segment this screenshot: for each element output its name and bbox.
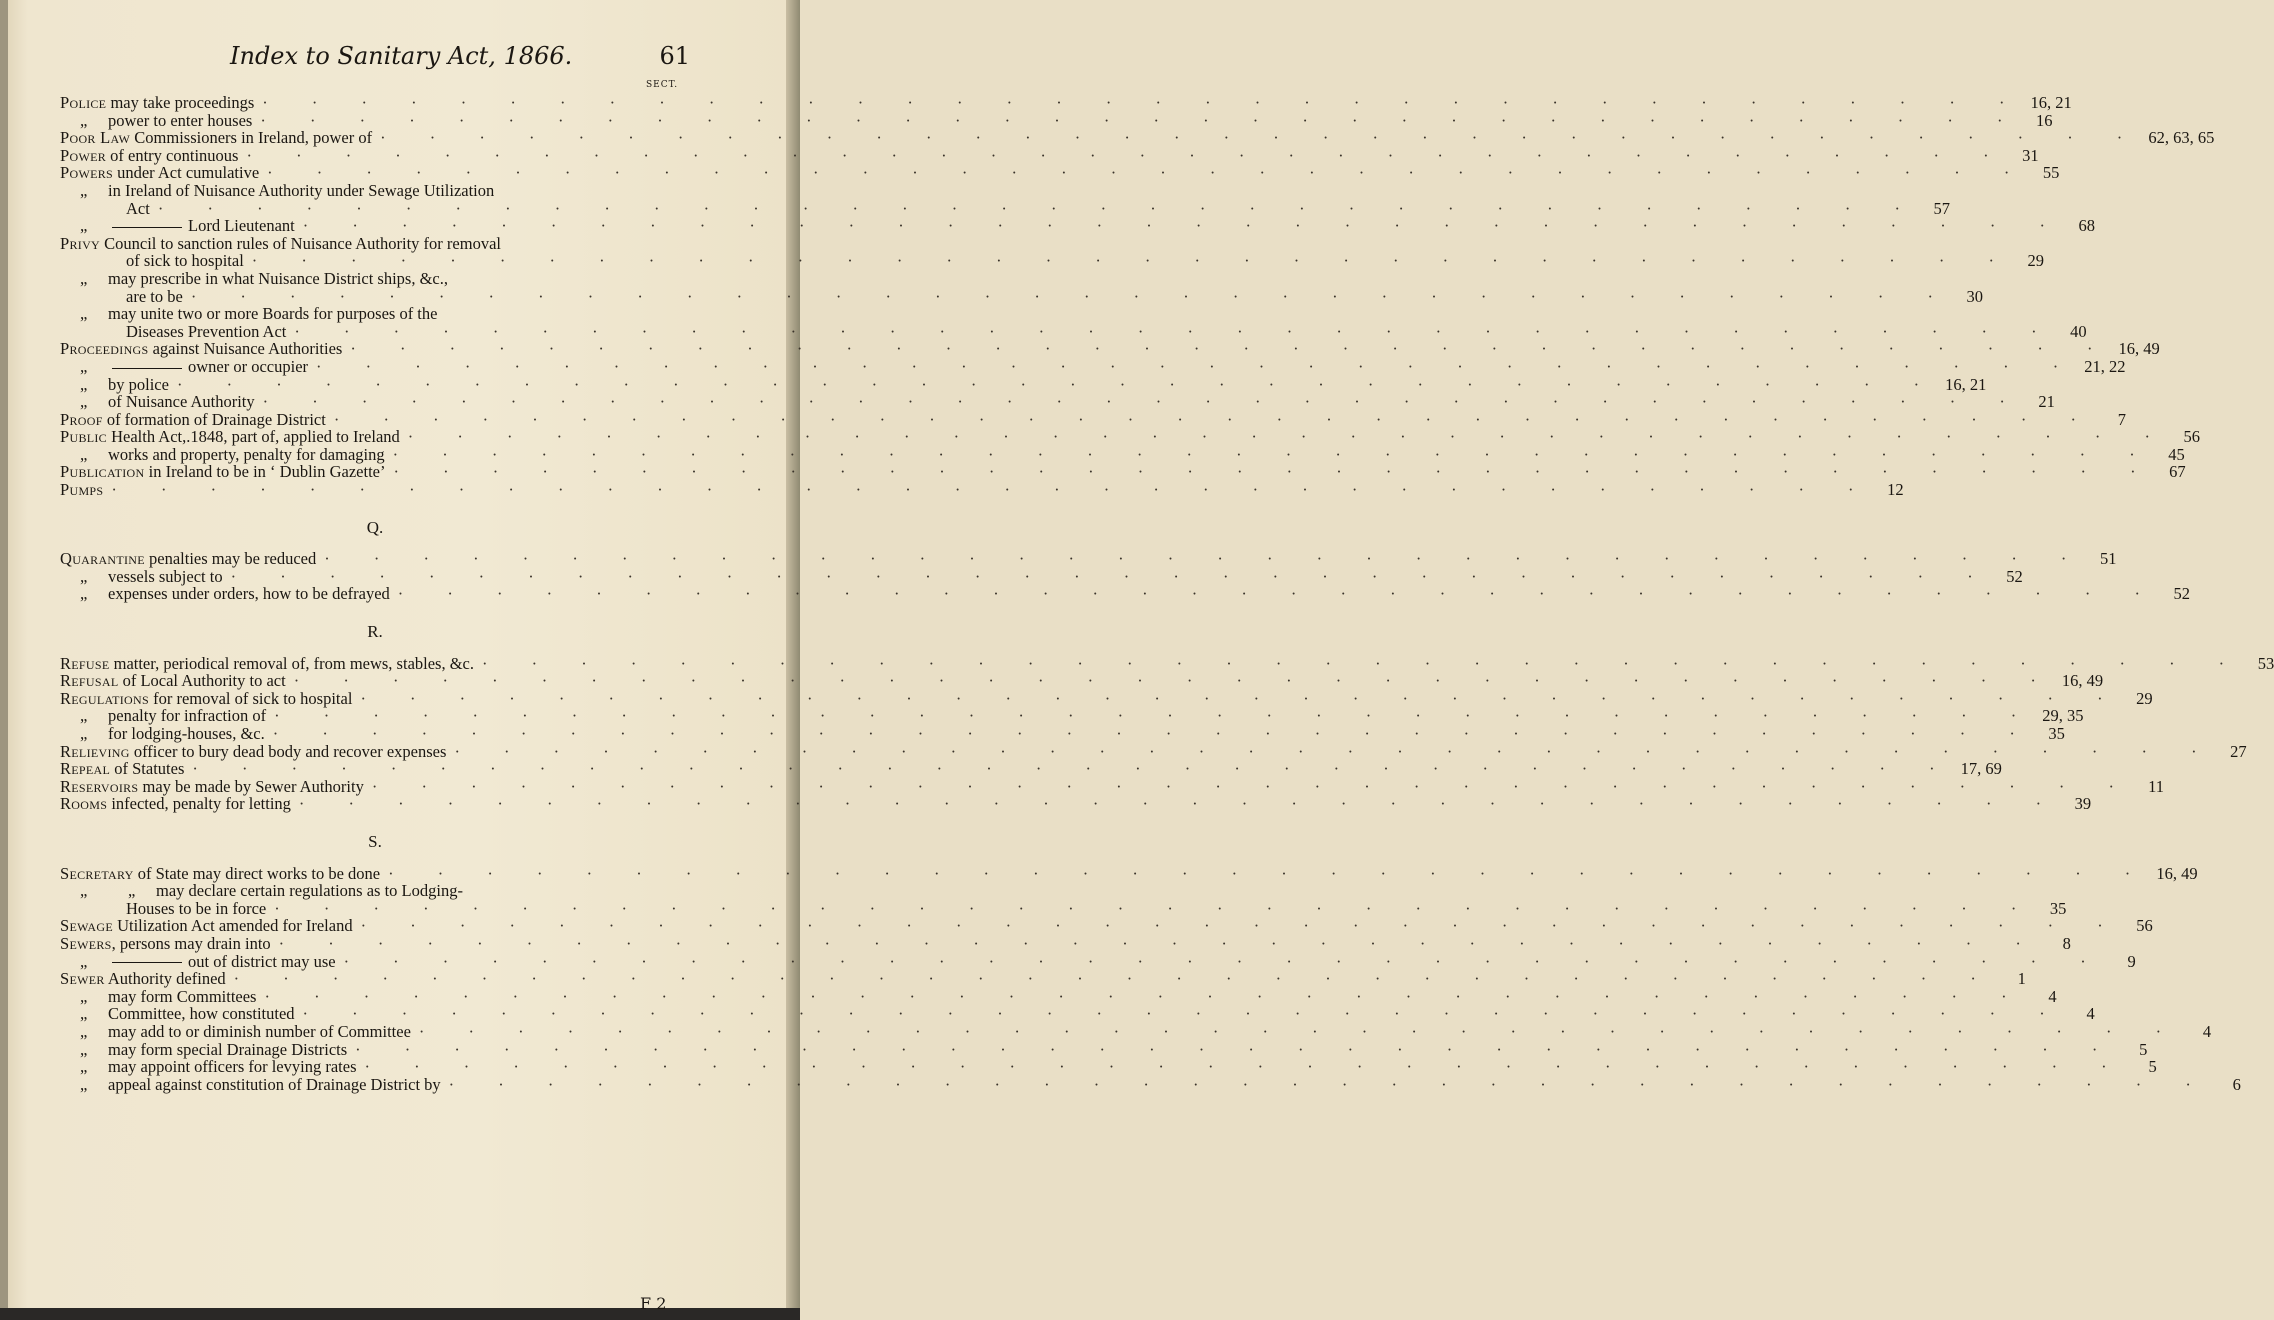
entry-text	[60, 94, 254, 112]
section-reference: 16, 49	[2156, 863, 2198, 883]
entry-headword: Police	[60, 93, 107, 112]
section-reference: 52	[2173, 584, 2190, 604]
entry-text	[60, 988, 256, 1006]
index-entry	[60, 741, 2247, 761]
section-reference: 21, 22	[2084, 356, 2126, 376]
section-reference: 16, 21	[1945, 374, 1987, 394]
entry-text	[60, 164, 259, 182]
section-reference: 4	[2202, 1021, 2212, 1041]
entry-headword: Regulations	[60, 688, 149, 708]
entry-headword: Power	[60, 145, 107, 165]
section-reference: 21	[2038, 392, 2055, 412]
index-entry	[60, 776, 2165, 796]
entry-description: may unite two or more Boards for purposes of the	[108, 304, 438, 324]
entry-text	[60, 672, 286, 690]
leader-dots: · · · · · · · · · · · · · · · · · · · · · · · · · · · · · · · · · · · ·	[393, 462, 2156, 482]
index-entry	[60, 444, 2185, 464]
ditto-mark: „	[80, 706, 88, 726]
entry-text	[60, 112, 252, 130]
entry-text	[60, 376, 169, 394]
entry-headword: Pumps	[60, 480, 104, 500]
entry-description: against Nuisance Authorities	[148, 339, 343, 359]
leader-dots: · · · · · · · · · · · · · · · · · · · · · · · · · · · · · · · · · · · ·	[407, 427, 2170, 447]
entry-description: infected, penalty for letting	[107, 794, 291, 814]
ditto-mark: „	[80, 566, 88, 586]
ditto-mark: „	[80, 356, 88, 376]
section-reference: 29, 35	[2042, 706, 2084, 726]
ditto-mark: „	[80, 392, 88, 412]
entry-description: may declare certain regulations as to Lodging-	[156, 881, 463, 901]
ditto-mark: „	[80, 584, 88, 604]
leader-dots: · · · · · · · · · · · · · · · · · · · · · · · · · · · · · · · · · · · ·	[324, 549, 2087, 569]
entry-description: power to enter houses	[108, 110, 253, 130]
index-entry	[60, 951, 2136, 971]
index-entry	[60, 480, 1904, 500]
index-entry	[60, 986, 2057, 1006]
index-entry	[60, 898, 2067, 918]
index-entry	[60, 794, 2092, 814]
ditto-mark: „	[80, 304, 88, 324]
entry-description: of Local Authority to act	[118, 671, 286, 691]
entry-continuation: are to be	[126, 286, 183, 306]
entry-description: owner or occupier	[188, 356, 309, 376]
entry-text	[60, 481, 103, 499]
leader-dots: · · · · · · · · · · · · · · · · · · · · · · · · · · · · · · · · · · · ·	[274, 898, 2037, 918]
entry-headword: Sewer	[60, 969, 105, 989]
section-reference: 17, 69	[1960, 759, 2002, 779]
section-reference: 45	[2168, 444, 2185, 464]
leader-dots: · · · · · · · · · · · · · · · · · · · · · · · · · · · · · · · · · · · ·	[251, 251, 2014, 271]
entry-description: by police	[108, 374, 169, 394]
entry-description: under Act cumulative	[112, 163, 260, 183]
section-reference: 40	[2070, 321, 2087, 341]
section-reference: 56	[2183, 427, 2200, 447]
ditto-mark: „	[80, 986, 88, 1006]
leader-dots: · · · · · · · · · · · · · · · · · · · · · · · · · · · · · · · · · · · ·	[264, 986, 2027, 1006]
section-reference: 57	[1933, 198, 1951, 218]
entry-description: of entry continuous	[106, 145, 239, 165]
entry-text	[60, 655, 474, 673]
entry-text	[60, 428, 400, 446]
leader-dots: · · · · · · · · · · · · · · · · · · · · · · · · · · · · · · · · · · · ·	[355, 1039, 2118, 1059]
entry-text	[60, 917, 353, 935]
index-entry	[60, 128, 2215, 148]
entry-text	[60, 970, 226, 988]
leader-dots: · · · · · · · · · · · · · · · · · · · · · · · · · · · · · · · · · · · ·	[343, 951, 2106, 971]
leader-dots: · · · · · · · · · · · · · · · · · · · · · · · · · · · · · · · · · · · ·	[371, 776, 2135, 796]
entry-continuation: Houses to be in force	[126, 898, 267, 918]
index-entry	[60, 110, 2053, 130]
entry-text	[60, 707, 266, 725]
leader-dots: · · · · · · · · · · · · · · · · · · · · · · · · · · · · · · · · · · · ·	[272, 724, 2035, 743]
entry-continuation: Diseases Prevention Act	[126, 321, 287, 341]
entry-description: in Ireland of Nuisance Authority under Sewage Utilization	[108, 180, 495, 200]
leader-dots: · · · · · · · · · · · · · · · · · · · · · · · · · · · · · · · · · · · ·	[360, 688, 2123, 708]
entry-headword: Repeal	[60, 759, 111, 779]
ditto-mark: „	[80, 1021, 88, 1041]
section-reference: 12	[1887, 480, 1904, 500]
index-entry	[60, 863, 2198, 883]
entry-headword: Refuse	[60, 653, 110, 673]
entry-headword: Poor Law	[60, 128, 131, 148]
entry-text	[60, 270, 448, 288]
section-reference: 67	[2169, 462, 2186, 482]
index-entry	[60, 1004, 2095, 1024]
leader-dots: · · · · · · · · · · · · · · · · · · · · · · · · · · · · · · · · · · · ·	[454, 741, 2217, 761]
entry-description: appeal against constitution of Drainage District by	[108, 1074, 441, 1094]
entry-headword: Sewage	[60, 916, 113, 936]
index-entry	[60, 549, 2117, 569]
ditto-mark: „	[80, 724, 88, 743]
leader-dots: · · · · · · · · · · · · · · · · · · · · · · · · · · · · · · · · · · · ·	[111, 480, 1874, 500]
entry-text	[60, 865, 380, 883]
entry-text	[60, 182, 494, 200]
leader-dots: · · · · · · · · · · · · · · · · · · · · · · · · · · · · · · · · · · · ·	[302, 1004, 2065, 1024]
section-reference: 7	[2117, 409, 2127, 429]
index-entry	[60, 462, 2186, 482]
entry-headword: Public	[60, 427, 107, 447]
entry-text	[60, 760, 184, 778]
section-reference: 16, 49	[2061, 671, 2104, 691]
section-reference: 4	[2086, 1004, 2095, 1024]
entry-description: Council to sanction rules of Nuisance Authority for removal	[100, 233, 501, 253]
ditto-mark: „	[80, 951, 88, 971]
index-entry	[60, 321, 2087, 341]
index-entry	[60, 724, 2065, 743]
leader-dots: · · · · · · · · · · · · · · · · · · · · · · · · · · · · · · · · · · · ·	[364, 1057, 2127, 1077]
repeat-dash	[112, 962, 182, 963]
entry-headword: Rooms	[60, 794, 108, 814]
entry-text	[60, 935, 271, 953]
index-entry	[60, 653, 2274, 673]
leader-dots: · · · · · · · · · · · · · · · · · · · · · · · · · · · · · · · · · · · ·	[192, 759, 1955, 779]
leader-dots: · · · · · · · · · · · · · · · · · · · · · · · · · · · · · · · · · · · ·	[392, 444, 2155, 464]
entry-description: of Statutes	[110, 759, 185, 779]
index-entry	[60, 163, 2060, 183]
entry-text	[60, 1058, 357, 1076]
section-reference: 55	[2042, 163, 2060, 183]
entry-text	[60, 463, 385, 481]
section-reference: 8	[2062, 933, 2071, 953]
entry-description: may be made by Sewer Authority	[138, 776, 364, 796]
leader-dots: · · · · · · · · · · · · · · · · · · · · · · · · · · · · · · · · · · · ·	[262, 392, 2025, 412]
entry-headword: Reservoirs	[60, 776, 139, 796]
page-left-edge	[0, 0, 8, 1320]
leader-dots: · · · · · · · · · · · · · · · · · · · · · · · · · · · · · · · · · · · ·	[278, 933, 2041, 953]
entry-text	[60, 235, 501, 253]
section-s	[60, 863, 2241, 1094]
entry-text	[60, 690, 352, 708]
entry-text	[60, 568, 223, 586]
index-entry	[60, 409, 2127, 429]
ditto-mark: „	[80, 1039, 88, 1059]
section-p	[60, 93, 2215, 500]
entry-text	[60, 446, 385, 464]
repeat-dash	[112, 368, 182, 369]
entry-text	[60, 340, 342, 358]
entry-description: penalties may be reduced	[144, 549, 317, 569]
section-reference: 9	[2127, 951, 2136, 971]
entry-description: of State may direct works to be done	[133, 863, 381, 883]
entry-description: of formation of Drainage District	[102, 409, 326, 429]
leader-dots: · · · · · · · · · · · · · · · · · · · · · · · · · · · · · · · · · · · ·	[267, 163, 2030, 183]
entry-description: may take proceedings	[106, 93, 255, 112]
leader-dots: · · · · · · · · · · · · · · · · · · · · · · · · · · · · · · · · · · · ·	[233, 969, 1996, 989]
section-reference: 39	[2074, 794, 2092, 814]
index-entry	[60, 339, 2160, 359]
entry-description: for lodging-houses, &c.	[108, 724, 265, 743]
index-entry	[60, 198, 1951, 218]
leader-dots: · · · · · · · · · · · · · · · · · · · · · · · · · · · · · · · · · · · ·	[350, 339, 2113, 359]
entry-description: , persons may drain into	[111, 933, 271, 953]
index-entry	[60, 251, 2044, 271]
entry-description: Utilization Act amended for Ireland	[112, 916, 353, 936]
index-entry	[60, 1074, 2241, 1094]
entry-description: Committee, how constituted	[108, 1004, 295, 1024]
section-reference: 29	[2027, 251, 2044, 271]
entry-text	[60, 550, 316, 568]
entry-description: Lord Lieutenant	[188, 216, 295, 236]
entry-description: may form Committees	[108, 986, 257, 1006]
entry-headword: Privy	[60, 233, 101, 253]
index-entry	[60, 182, 690, 200]
index-entry	[60, 671, 2104, 691]
section-reference: 1	[2017, 969, 2026, 989]
letter-heading-r: R.	[367, 622, 383, 642]
ditto-mark: „	[80, 180, 88, 200]
entry-description: vessels subject to	[108, 566, 223, 586]
leader-dots: · · · · · · · · · · · · · · · · · · · · · · · · · · · · · · · · · · · ·	[380, 128, 2143, 148]
index-entry	[60, 286, 1983, 306]
section-reference: 62, 63, 65	[2148, 128, 2215, 148]
entry-description: of Nuisance Authority	[108, 392, 255, 412]
leader-dots: · · · · · · · · · · · · · · · · · · · · · · · · · · · · · · · · · · · ·	[294, 321, 2057, 341]
index-entry	[60, 1039, 2148, 1059]
ditto-mark: „	[80, 216, 88, 236]
entry-headword: Powers	[60, 163, 113, 183]
entry-headword: Quarantine	[60, 549, 145, 569]
section-reference: 35	[2048, 724, 2065, 743]
entry-text	[60, 358, 308, 376]
index-entry	[60, 969, 2026, 989]
entry-text	[60, 147, 238, 165]
index-entry	[60, 145, 2039, 165]
index-entry	[60, 216, 2095, 236]
index-entry	[60, 584, 2190, 604]
section-q	[60, 549, 2190, 604]
index-entry	[60, 916, 2153, 936]
leader-dots: · · · · · · · · · · · · · · · · · · · · · · · · · · · · · · · · · · · ·	[274, 706, 2037, 726]
entry-text	[60, 1076, 441, 1094]
section-reference: 16	[2036, 110, 2053, 130]
index-entry	[60, 933, 2071, 953]
index-entry	[60, 759, 2002, 779]
entry-text	[60, 393, 255, 411]
entry-headword: Secretary	[60, 863, 134, 883]
section-column-label: SECT.	[646, 80, 679, 90]
entry-text	[60, 1005, 295, 1023]
leader-dots: · · · · · · · · · · · · · · · · · · · · · · · · · · · · · · · · · · · ·	[176, 374, 1940, 394]
leader-dots: · · · · · · · · · · · · · · · · · · · · · · · · · · · · · · · · · · · ·	[302, 216, 2065, 236]
index-entry	[60, 688, 2153, 708]
index-entry	[60, 356, 2126, 376]
index-entry	[60, 392, 2055, 412]
index-entry	[60, 374, 1987, 394]
index-entry	[60, 427, 2200, 447]
section-reference: 16, 21	[2030, 93, 2072, 112]
entry-text	[60, 585, 390, 603]
leader-dots: · · · · · · · · · · · · · · · · · · · · · · · · · · · · · · · · · · · ·	[316, 356, 2079, 376]
repeat-dash	[112, 227, 182, 228]
entry-text	[60, 411, 326, 429]
page-number: 61	[659, 42, 690, 70]
entry-text	[60, 217, 295, 235]
ditto-mark: „	[128, 881, 136, 901]
ditto-mark: „	[80, 1004, 88, 1024]
section-r	[60, 653, 2274, 814]
entry-description: works and property, penalty for damaging	[108, 444, 385, 464]
entry-text	[60, 1023, 411, 1041]
index-entry	[60, 706, 2084, 726]
section-reference: 27	[2230, 741, 2247, 761]
index-entry	[60, 270, 690, 288]
entry-text	[60, 882, 463, 900]
entry-description: may add to or diminish number of Committee	[108, 1021, 411, 1041]
section-reference: 68	[2078, 216, 2095, 236]
entry-description: may prescribe in what Nuisance District ships, &c.,	[108, 268, 448, 288]
section-reference: 51	[2099, 549, 2117, 569]
section-reference: 16, 49	[2118, 339, 2160, 359]
entry-text	[60, 725, 265, 743]
ditto-mark: „	[80, 268, 88, 288]
entry-description: out of district may use	[188, 951, 336, 971]
signature-mark: F 2	[640, 1294, 667, 1313]
leader-dots: · · · · · · · · · · · · · · · · · · · · · · · · · · · · · · · · · · · ·	[388, 863, 2151, 883]
entry-headword: Refusal	[60, 671, 119, 691]
ditto-mark: „	[80, 1057, 88, 1077]
leader-dots: · · · · · · · · · · · · · · · · · · · · · · · · · · · · · · · · · · · ·	[360, 916, 2123, 936]
section-reference: 56	[2136, 916, 2153, 936]
entry-headword: Publication	[60, 462, 145, 482]
section-reference: 53	[2257, 653, 2274, 673]
ditto-mark: „	[80, 1074, 88, 1094]
index-entry	[60, 235, 690, 253]
entry-description: Commissioners in Ireland, power of	[130, 128, 373, 148]
entry-text	[60, 795, 291, 813]
page-title: Index to Sanitary Act, 1866.	[230, 42, 573, 70]
ditto-mark: „	[80, 110, 88, 130]
leader-dots: · · · · · · · · · · · · · · · · · · · · · · · · · · · · · · · · · · · ·	[260, 110, 2023, 130]
ditto-mark: „	[80, 881, 88, 901]
entry-description: Health Act,.1848, part of, applied to Ireland	[106, 427, 400, 447]
entry-description: Authority defined	[104, 969, 226, 989]
leader-dots: · · · · · · · · · · · · · · · · · · · · · · · · · · · · · · · · · · · ·	[397, 584, 2160, 604]
entry-description: penalty for infraction of	[108, 706, 267, 726]
entry-description: officer to bury dead body and recover expenses	[129, 741, 447, 761]
section-reference: 35	[2049, 898, 2067, 918]
entry-continuation: of sick to hospital	[126, 251, 244, 271]
entry-headword: Proof	[60, 409, 103, 429]
section-reference: 52	[2006, 566, 2023, 586]
entry-description: may form special Drainage Districts	[108, 1039, 348, 1059]
entry-headword: Sewers	[60, 933, 112, 953]
index-entry	[60, 1021, 2212, 1041]
page-bottom-edge	[0, 1308, 800, 1320]
index-entry	[60, 93, 2072, 112]
leader-dots: · · · · · · · · · · · · · · · · · · · · · · · · · · · · · · · · · · · ·	[298, 794, 2062, 814]
leader-dots: · · · · · · · · · · · · · · · · · · · · · · · · · · · · · · · · · · · ·	[246, 145, 2009, 165]
entry-text	[60, 778, 364, 796]
leader-dots: · · · · · · · · · · · · · · · · · · · · · · · · · · · · · · · · · · · ·	[448, 1074, 2211, 1094]
entry-text	[60, 129, 372, 147]
index-entry	[60, 566, 2023, 586]
section-reference: 29	[2136, 688, 2153, 708]
leader-dots: · · · · · · · · · · · · · · · · · · · · · · · · · · · · · · · · · · · ·	[262, 93, 2025, 112]
index-entry	[60, 882, 690, 900]
leader-dots: · · · · · · · · · · · · · · · · · · · · · · · · · · · · · · · · · · · ·	[157, 198, 1921, 218]
section-reference: 5	[2148, 1057, 2157, 1077]
entry-headword: Relieving	[60, 741, 130, 761]
index-entry	[60, 1057, 2157, 1077]
section-reference: 5	[2139, 1039, 2148, 1059]
entry-description: for removal of sick to hospital	[148, 688, 353, 708]
leader-dots: · · · · · · · · · · · · · · · · · · · · · · · · · · · · · · · · · · · ·	[293, 671, 2056, 691]
entry-text	[60, 305, 437, 323]
section-reference: 31	[2022, 145, 2039, 165]
index-entry	[60, 305, 690, 323]
entry-text	[60, 953, 336, 971]
letter-heading-s: S.	[368, 831, 382, 851]
entry-text	[60, 1041, 347, 1059]
leader-dots: · · · · · · · · · · · · · · · · · · · · · · · · · · · · · · · · · · · ·	[333, 409, 2097, 429]
section-reference: 11	[2148, 776, 2165, 796]
running-header	[60, 36, 690, 80]
entry-description: in Ireland to be in ‘ Dublin Gazette’	[144, 462, 386, 482]
leader-dots: · · · · · · · · · · · · · · · · · · · · · · · · · · · · · · · · · · · ·	[418, 1021, 2182, 1041]
entry-description: may appoint officers for levying rates	[108, 1057, 357, 1077]
index-entries	[60, 93, 2274, 1094]
section-reference: 6	[2232, 1074, 2241, 1094]
entry-description: expenses under orders, how to be defrayed	[108, 584, 390, 604]
section-reference: 30	[1966, 286, 1983, 306]
entry-description: matter, periodical removal of, from mews, stables, &c.	[109, 653, 474, 673]
letter-heading-q: Q.	[366, 517, 384, 537]
leader-dots: · · · · · · · · · · · · · · · · · · · · · · · · · · · · · · · · · · · ·	[482, 653, 2245, 673]
section-reference: 4	[2048, 986, 2057, 1006]
entry-continuation: Act	[126, 198, 150, 218]
entry-headword: Proceedings	[60, 339, 149, 359]
ditto-mark: „	[80, 444, 88, 464]
ditto-mark: „	[80, 374, 88, 394]
leader-dots: · · · · · · · · · · · · · · · · · · · · · · · · · · · · · · · · · · · ·	[190, 286, 1953, 306]
entry-text	[60, 743, 446, 761]
leader-dots: · · · · · · · · · · · · · · · · · · · · · · · · · · · · · · · · · · · ·	[230, 566, 1993, 586]
